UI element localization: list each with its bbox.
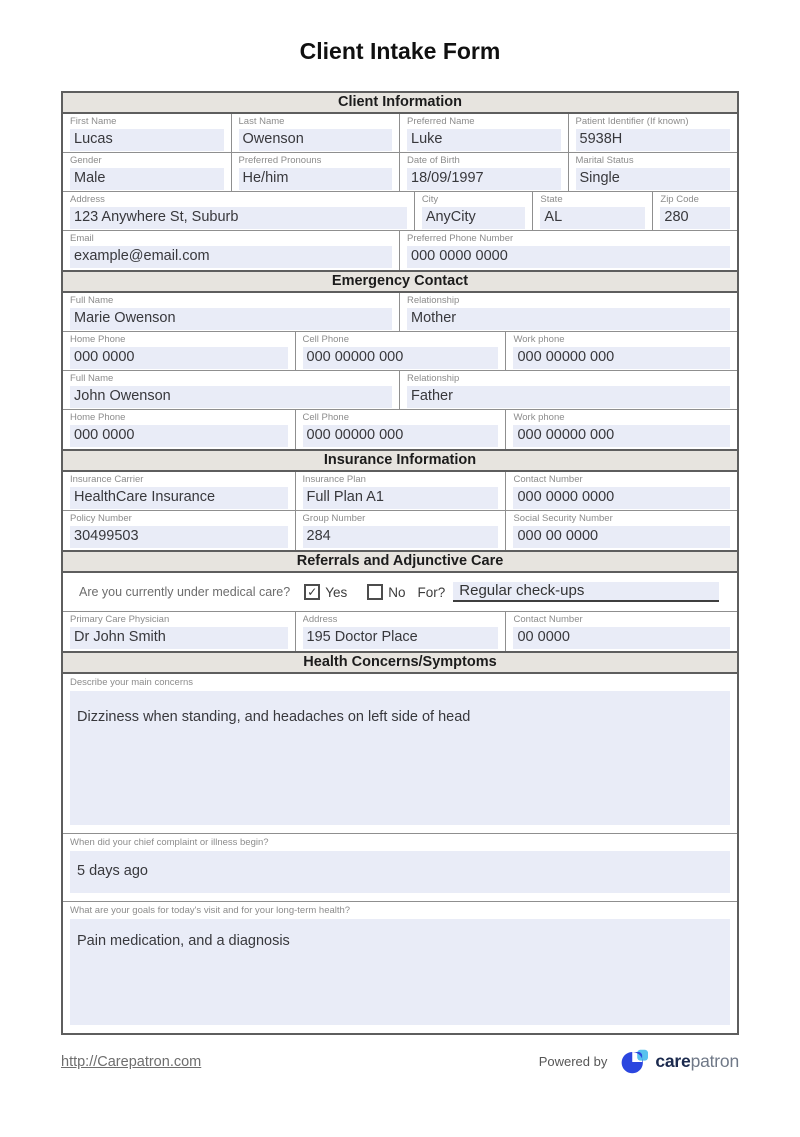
powered-by-label: Powered by — [538, 1054, 608, 1069]
ec1-work-phone-label: Work phone — [513, 334, 565, 345]
ec1-cell-phone-label: Cell Phone — [302, 334, 349, 345]
state-label: State — [540, 194, 563, 205]
physician-contact-number-input[interactable]: 00 0000 — [513, 627, 730, 649]
section-heading-referrals: Referrals and Adjunctive Care — [63, 550, 737, 573]
main-concerns-block — [63, 674, 737, 834]
field-primary-care-physician — [63, 612, 296, 651]
field-marital-status — [569, 153, 738, 191]
insurance-row-2 — [63, 511, 737, 550]
main-concerns-value: Dizziness when standing, and headaches on left side of head — [77, 709, 471, 725]
social-security-number-label: Social Security Number — [513, 513, 613, 524]
powered-by — [539, 1048, 739, 1075]
ec2-full-name-input[interactable]: John Owenson — [70, 386, 392, 408]
insurance-contact-number-label: Contact Number — [513, 474, 583, 485]
field-physician-contact-number — [506, 612, 737, 651]
main-concerns-label: Describe your main concerns — [70, 677, 194, 688]
field-city — [415, 192, 534, 230]
date-of-birth-label: Date of Birth — [407, 155, 460, 166]
carepatron-logo-icon — [619, 1048, 650, 1075]
zip-code-input[interactable]: 280 — [660, 207, 730, 229]
section-heading-insurance-information: Insurance Information — [63, 449, 737, 472]
group-number-label: Group Number — [302, 513, 366, 524]
complaint-begin-label: When did your chief complaint or illness begin? — [70, 837, 269, 848]
physician-address-input[interactable]: 195 Doctor Place — [303, 627, 499, 649]
ec2-full-name-label: Full Name — [70, 373, 114, 384]
ec1-home-phone-label: Home Phone — [70, 334, 126, 345]
field-social-security-number — [506, 511, 737, 550]
insurance-contact-number-input[interactable]: 000 0000 0000 — [513, 487, 730, 509]
field-preferred-phone — [400, 231, 737, 270]
email-input[interactable]: example@email.com — [70, 246, 392, 268]
zip-code-label: Zip Code — [660, 194, 699, 205]
for-label: For? — [417, 584, 446, 600]
preferred-name-label: Preferred Name — [407, 116, 475, 127]
field-first-name — [63, 114, 232, 152]
yes-checkbox[interactable] — [304, 584, 320, 600]
preferred-pronouns-input[interactable]: He/him — [239, 168, 393, 190]
ec2-cell-phone-label: Cell Phone — [302, 412, 349, 423]
no-checkbox[interactable] — [367, 584, 383, 600]
client-name-row — [63, 114, 737, 153]
gender-input[interactable]: Male — [70, 168, 224, 190]
field-ec2-relationship — [400, 371, 737, 409]
ec1-home-phone-input[interactable]: 000 0000 — [70, 347, 288, 369]
yes-label: Yes — [325, 584, 348, 600]
goals-label: What are your goals for today's visit and for your long-term health? — [70, 905, 351, 916]
primary-care-physician-input[interactable]: Dr John Smith — [70, 627, 288, 649]
gender-label: Gender — [70, 155, 102, 166]
ec2-relationship-input[interactable]: Father — [407, 386, 730, 408]
goals-block — [63, 902, 737, 1033]
field-ec1-work-phone — [506, 332, 737, 370]
field-group-number — [296, 511, 507, 550]
complaint-begin-value: 5 days ago — [77, 863, 148, 879]
insurance-carrier-label: Insurance Carrier — [70, 474, 144, 485]
marital-status-input[interactable]: Single — [576, 168, 731, 190]
field-ec1-relationship — [400, 293, 737, 331]
field-preferred-name — [400, 114, 569, 152]
insurance-plan-label: Insurance Plan — [302, 474, 366, 485]
section-heading-client-information: Client Information — [63, 93, 737, 114]
ec2-work-phone-label: Work phone — [513, 412, 565, 423]
first-name-input[interactable]: Lucas — [70, 129, 224, 151]
client-contact-row — [63, 231, 737, 270]
insurance-carrier-input[interactable]: HealthCare Insurance — [70, 487, 288, 509]
city-label: City — [421, 194, 439, 205]
address-label: Address — [70, 194, 105, 205]
emergency-contact-2-name-row — [63, 371, 737, 410]
preferred-name-input[interactable]: Luke — [407, 129, 561, 151]
policy-number-label: Policy Number — [70, 513, 132, 524]
complaint-begin-textarea[interactable] — [70, 851, 730, 893]
city-input[interactable]: AnyCity — [422, 207, 526, 229]
last-name-label: Last Name — [238, 116, 285, 127]
brand-care: care — [655, 1051, 691, 1071]
ec2-home-phone-input[interactable]: 000 0000 — [70, 425, 288, 447]
ec1-full-name-input[interactable]: Marie Owenson — [70, 308, 392, 330]
field-ec2-full-name — [63, 371, 400, 409]
field-insurance-carrier — [63, 472, 296, 510]
ec1-relationship-label: Relationship — [407, 295, 460, 306]
emergency-contact-2-phone-row — [63, 410, 737, 449]
field-physician-address — [296, 612, 507, 651]
insurance-plan-input[interactable]: Full Plan A1 — [303, 487, 499, 509]
field-email — [63, 231, 400, 270]
field-gender — [63, 153, 232, 191]
for-input[interactable]: Regular check-ups — [453, 582, 719, 602]
field-state — [533, 192, 653, 230]
check-icon: ✓ — [307, 585, 318, 599]
physician-address-label: Address — [302, 614, 338, 625]
section-heading-emergency-contact: Emergency Contact — [63, 270, 737, 293]
date-of-birth-input[interactable]: 18/09/1997 — [407, 168, 561, 190]
physician-row — [63, 612, 737, 651]
group-number-input[interactable]: 284 — [303, 526, 499, 548]
brand-patron: patron — [690, 1051, 739, 1071]
carepatron-link[interactable]: http://Carepatron.com — [61, 1053, 202, 1070]
complaint-begin-block — [63, 834, 737, 902]
no-label: No — [388, 584, 406, 600]
medical-care-question-row — [63, 573, 737, 612]
preferred-pronouns-label: Preferred Pronouns — [238, 155, 322, 166]
patient-identifier-input[interactable]: 5938H — [576, 129, 731, 151]
field-ec2-cell-phone — [296, 410, 507, 449]
preferred-phone-input[interactable]: 000 0000 0000 — [407, 246, 730, 268]
field-insurance-plan — [296, 472, 507, 510]
social-security-number-input[interactable]: 000 00 0000 — [513, 526, 730, 548]
last-name-input[interactable]: Owenson — [239, 129, 393, 151]
page-title: Client Intake Form — [299, 38, 501, 64]
field-last-name — [232, 114, 401, 152]
preferred-phone-label: Preferred Phone Number — [407, 233, 514, 244]
field-policy-number — [63, 511, 296, 550]
client-intake-form — [61, 91, 739, 1035]
insurance-row-1 — [63, 472, 737, 511]
field-ec1-full-name — [63, 293, 400, 331]
ec2-relationship-label: Relationship — [407, 373, 460, 384]
client-demographics-row — [63, 153, 737, 192]
goals-textarea[interactable] — [70, 919, 730, 1025]
field-patient-identifier — [569, 114, 738, 152]
address-input[interactable]: 123 Anywhere St, Suburb — [70, 207, 407, 229]
ec1-cell-phone-input[interactable]: 000 00000 000 — [303, 347, 499, 369]
physician-contact-number-label: Contact Number — [513, 614, 583, 625]
goals-value: Pain medication, and a diagnosis — [77, 933, 290, 949]
policy-number-input[interactable]: 30499503 — [70, 526, 288, 548]
marital-status-label: Marital Status — [575, 155, 634, 166]
emergency-contact-1-name-row — [63, 293, 737, 332]
field-address — [63, 192, 415, 230]
field-ec2-home-phone — [63, 410, 296, 449]
main-concerns-textarea[interactable] — [70, 691, 730, 825]
carepatron-wordmark — [655, 1051, 739, 1072]
section-heading-health-concerns: Health Concerns/Symptoms — [63, 651, 737, 674]
ec1-work-phone-input[interactable]: 000 00000 000 — [513, 347, 730, 369]
medical-care-question: Are you currently under medical care? — [79, 585, 291, 599]
ec2-home-phone-label: Home Phone — [70, 412, 126, 423]
field-ec1-cell-phone — [296, 332, 507, 370]
ec2-work-phone-input[interactable]: 000 00000 000 — [513, 425, 730, 447]
field-ec1-home-phone — [63, 332, 296, 370]
field-insurance-contact-number — [506, 472, 737, 510]
field-ec2-work-phone — [506, 410, 737, 449]
state-input[interactable]: AL — [540, 207, 645, 229]
email-label: Email — [70, 233, 94, 244]
ec1-relationship-input[interactable]: Mother — [407, 308, 730, 330]
ec2-cell-phone-input[interactable]: 000 00000 000 — [303, 425, 499, 447]
footer — [61, 1048, 739, 1075]
field-zip-code — [653, 192, 737, 230]
first-name-label: First Name — [70, 116, 117, 127]
patient-identifier-label: Patient Identifier (If known) — [575, 116, 689, 127]
client-address-row — [63, 192, 737, 231]
field-preferred-pronouns — [232, 153, 401, 191]
field-date-of-birth — [400, 153, 569, 191]
ec1-full-name-label: Full Name — [70, 295, 114, 306]
primary-care-physician-label: Primary Care Physician — [70, 614, 170, 625]
emergency-contact-1-phone-row — [63, 332, 737, 371]
